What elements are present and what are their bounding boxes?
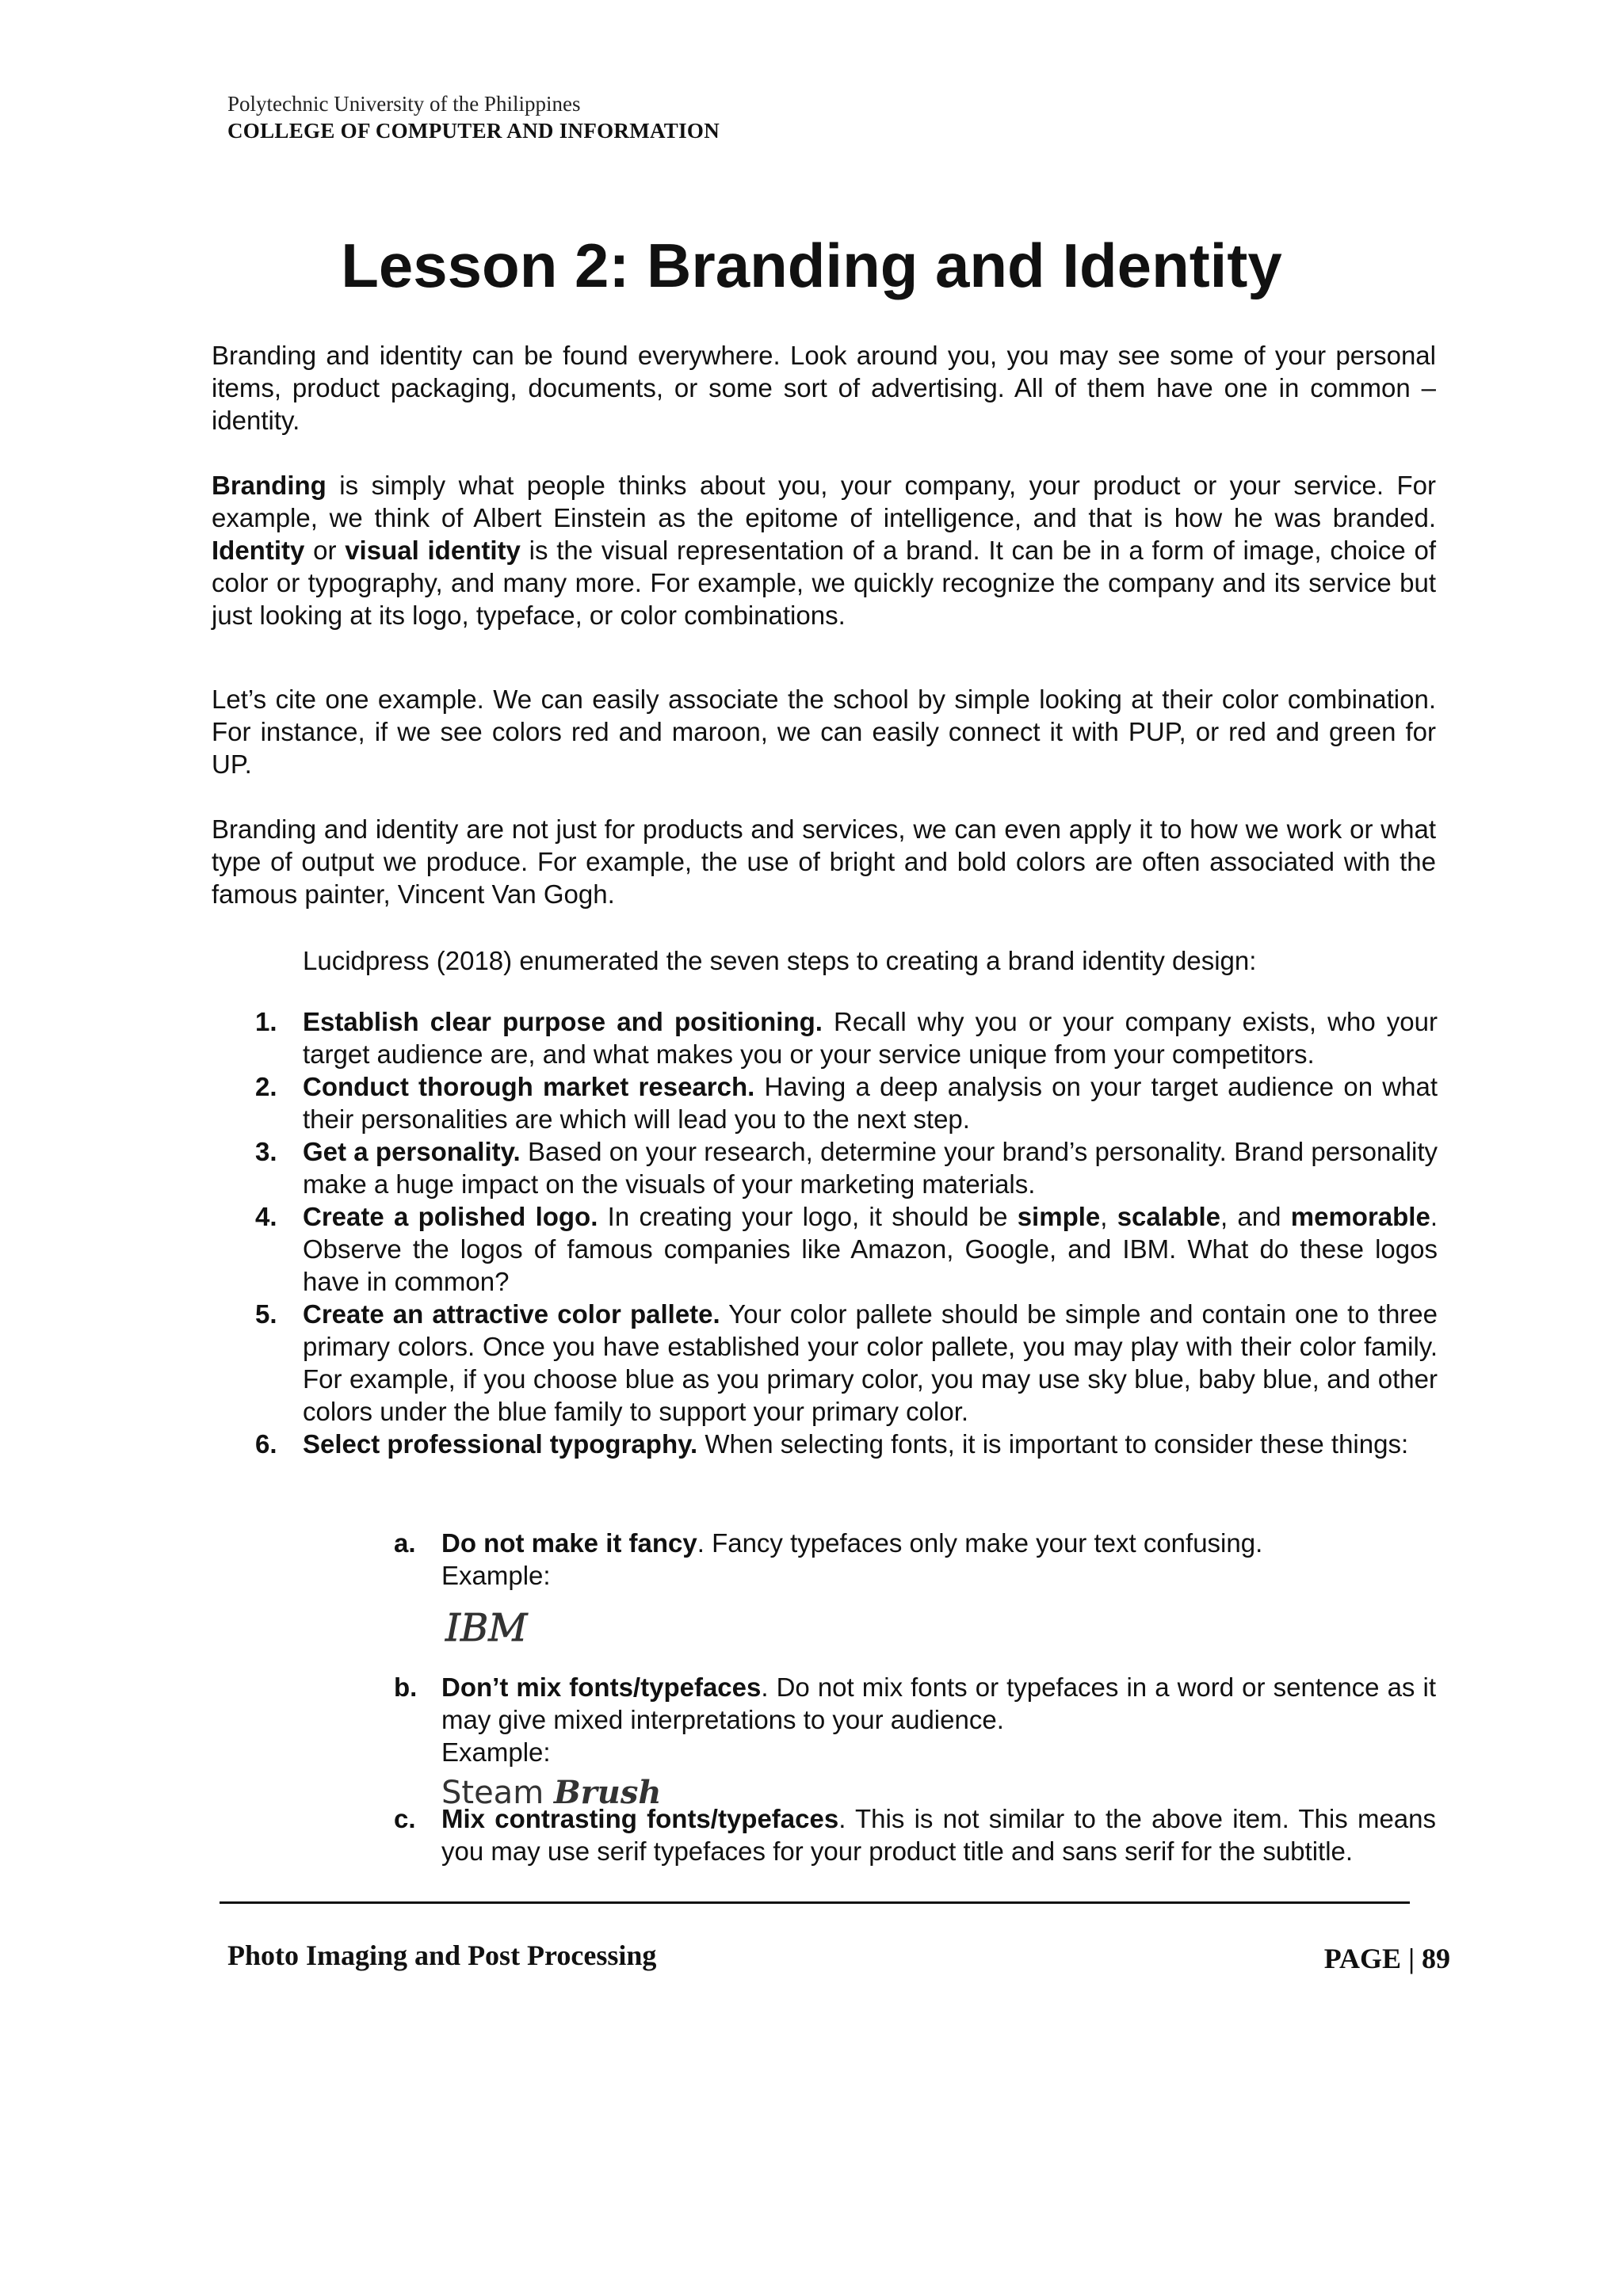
footer-course-title: Photo Imaging and Post Processing [227,1939,657,1971]
paragraph-school-example: Let’s cite one example. We can easily associate the school by simple looking at their color combination. For instance, if we see colors red and maroon, we can easily connect it with PUP, or red and green for UP. [212,685,1436,779]
brush-sample-text: Brush [553,1774,662,1811]
term-identity: Identity [212,536,305,565]
footer-divider [220,1901,1410,1904]
list-item: 5. Create an attractive color pallete. Your color pallete should be simple and contain one to three primary colors. Once you have established your color pallete, you may play with their color family. For example, if you choose blue as you primary color, you may use sky blue, baby blue, and other colors under the blue family to support your primary color. [255,1299,1438,1426]
fancy-ibm-logo-text: IBM [445,1606,528,1650]
steps-list [255,1005,1438,1460]
list-item: 6. Select professional typography. When selecting fonts, it is important to consider these things: [255,1429,1409,1459]
list-item: 4. Create a polished logo. In creating your logo, it should be simple, scalable, and memorable. Observe the logos of famous companies like Amazon, Google, and IBM. What do these logos have in common? [255,1202,1438,1296]
fancy-ibm-logo-image [444,1605,579,1653]
paragraph-lucidpress: Lucidpress (2018) enumerated the seven steps to creating a brand identity design: [303,946,1257,975]
paragraph-intro: Branding and identity can be found everywhere. Look around you, you may see some of your personal items, product packaging, documents, or some sort of advertising. All of them have one in common – identity. [212,341,1436,435]
example-label: Example: [441,1737,551,1767]
list-item: 2. Conduct thorough market research. Having a deep analysis on your target audience on what their personalities are which will lead you to the next step. [255,1072,1438,1134]
term-visual-identity: visual identity [345,536,521,565]
list-item: 1. Establish clear purpose and positioning. Recall why you or your company exists, who your target audience are, and what makes you or your service unique from your competitors. [255,1007,1438,1069]
header-university: Polytechnic University of the Philippines [227,92,581,116]
list-item: 3. Get a personality. Based on your research, determine your brand’s personality. Brand personality make a huge impact on the visuals of your marketing materials. [255,1137,1438,1199]
lesson-title: Lesson 2: Branding and Identity [341,231,1282,300]
example-label: Example: [441,1561,551,1590]
sub-item-b: b. Don’t mix fonts/typefaces. Do not mix fonts or typefaces in a word or sentence as it may give mixed interpretations to your audience. Example: [394,1672,1436,1767]
steam-sample-text: Steam [441,1775,554,1811]
paragraph-van-gogh: Branding and identity are not just for products and services, we can even apply it to how we work or what type of output we produce. For example, the use of bright and bold colors are often associated with the famous painter, Vincent Van Gogh. [212,814,1436,909]
header-college: COLLEGE OF COMPUTER AND INFORMATION [227,119,720,143]
sub-item-c: c. Mix contrasting fonts/typefaces. This is not similar to the above item. This means you may use serif typefaces for your product title and sans serif for the subtitle. [394,1804,1436,1866]
footer-page-number: PAGE | 89 [1323,1943,1450,1974]
paragraph-branding-definition: Branding is simply what people thinks about you, your company, your product or your service. For example, we think of Albert Einstein as the epitome of intelligence, and that is how he was branded. Identity or visual identity is the visual representation of a brand. It can be in a form of image, choice of color or typography, and many more. For example, we quickly recognize the company and its service but just looking at its logo, typeface, or color combinations. [212,471,1436,630]
sub-item-a: a. Do not make it fancy. Fancy typefaces only make your text confusing. Example: [394,1528,1263,1590]
term-branding: Branding [212,471,327,500]
